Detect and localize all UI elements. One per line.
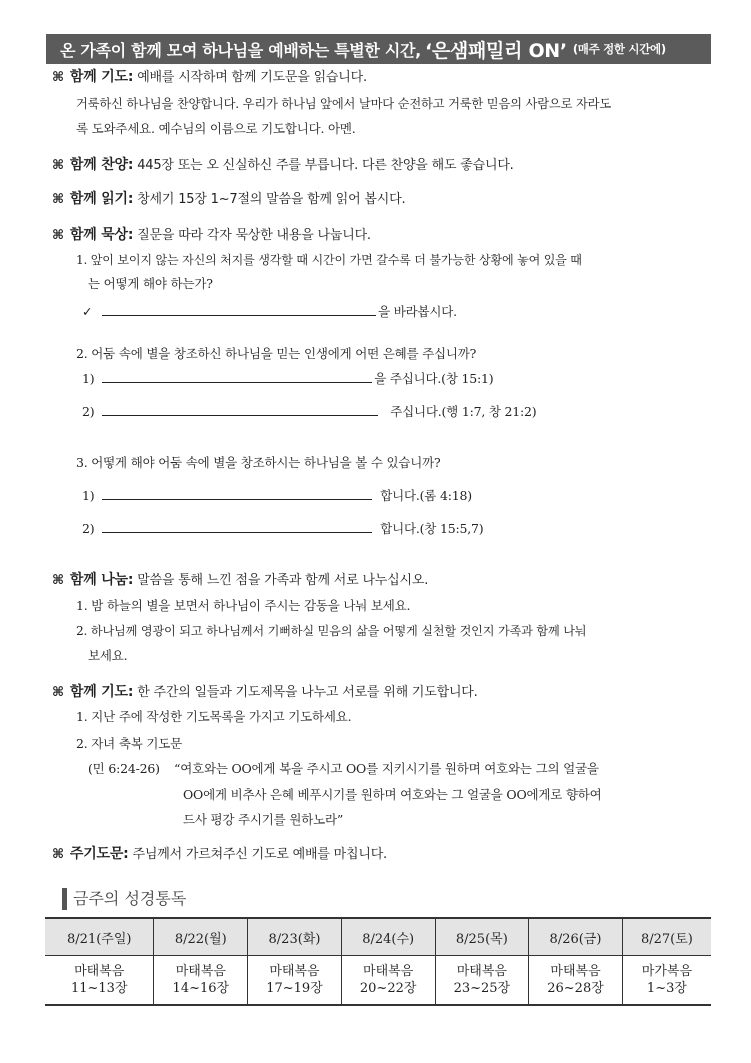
section-heading: 함께 나눔: <box>69 572 134 588</box>
section-heading: 함께 기도: <box>69 684 134 700</box>
section-desc: 말씀을 통해 느낀 점을 가족과 함께 서로 나누십시오. <box>137 573 429 588</box>
answer-2-1 <box>82 370 493 388</box>
answer-number: 1) <box>82 488 95 503</box>
section-prayer-open <box>52 68 367 87</box>
day-header: 8/25(목) <box>435 918 529 956</box>
section-heading: 함께 읽기: <box>69 191 134 207</box>
question-1-line1: 1. 앞이 보이지 않는 자신의 처지를 생각할 때 시간이 가면 갈수록 더 불가능한 상황에 놓여 있을 때 <box>76 253 582 267</box>
bullet-icon: ⌘ <box>52 158 64 173</box>
book-name: 마태복음 <box>74 964 125 979</box>
day-header: 8/22(월) <box>154 918 248 956</box>
blessing-line2: OO에게 비추사 은혜 베푸시기를 원하며 여호와는 그 얼굴을 OO에게로 향하여 <box>183 787 602 802</box>
answer-text: 합니다.(창 15:5,7) <box>380 521 484 536</box>
table-header-row <box>45 918 711 956</box>
answer-blank[interactable] <box>102 487 372 500</box>
chapter-range: 17~19장 <box>266 981 323 996</box>
answer-1 <box>82 303 457 321</box>
banner-title: 온 가족이 함께 모여 하나님을 예배하는 특별한 시간, <box>60 40 421 60</box>
book-name: 마태복음 <box>550 964 601 979</box>
answer-blank[interactable] <box>102 303 376 316</box>
section-heading: 함께 묵상: <box>69 227 134 243</box>
sharing-item-2-line2: 보세요. <box>88 648 128 663</box>
day-header: 8/24(수) <box>341 918 435 956</box>
reading-cell <box>529 956 623 1006</box>
answer-text: 을 바라봅시다. <box>378 304 457 319</box>
bullet-icon: ⌘ <box>52 192 64 207</box>
section-desc: 한 주간의 일들과 기도제목을 나누고 서로를 위해 기도합니다. <box>137 685 478 700</box>
table-row <box>45 956 711 1006</box>
prayer-item-1: 1. 지난 주에 작성한 기도목록을 가지고 기도하세요. <box>76 709 352 724</box>
answer-number: 2) <box>82 404 95 419</box>
section-heading: 함께 찬양: <box>69 157 134 173</box>
section-heading: 주기도문: <box>69 846 129 862</box>
blessing-line1: “여호와는 OO에게 복을 주시고 OO를 지키시기를 원하며 여호와는 그의 얼굴을 <box>174 761 599 776</box>
day-header: 8/21(주일) <box>45 918 154 956</box>
question-2: 2. 어둠 속에 별을 창조하신 하나님을 믿는 인생에게 어떤 은혜를 주십니까? <box>76 346 477 361</box>
answer-number: 1) <box>82 371 95 386</box>
sharing-item-1: 1. 밤 하늘의 별을 보면서 하나님이 주시는 감동을 나눠 보세요. <box>76 598 411 613</box>
answer-text: 합니다.(롬 4:18) <box>380 488 472 503</box>
bullet-icon: ⌘ <box>52 573 64 588</box>
book-name: 마태복음 <box>363 964 414 979</box>
reading-plan-title: 금주의 성경통독 <box>62 888 186 910</box>
bullet-icon: ⌘ <box>52 685 64 700</box>
book-name: 마가복음 <box>641 964 693 979</box>
chapter-range: 26~28장 <box>547 981 604 996</box>
section-desc: 445장 또는 오 신실하신 주를 부릅니다. 다른 찬양을 해도 좋습니다. <box>137 158 514 173</box>
reading-cell <box>45 956 154 1006</box>
section-lords-prayer <box>52 845 387 864</box>
day-header: 8/26(금) <box>529 918 623 956</box>
section-sharing <box>52 571 428 590</box>
reading-cell <box>248 956 342 1006</box>
prayer-text-line1: 거룩하신 하나님을 찬양합니다. 우리가 하나님 앞에서 날마다 순전하고 거룩한 믿음의 사람으로 자라도 <box>76 97 612 111</box>
day-header: 8/27(토) <box>622 918 711 956</box>
answer-number: 2) <box>82 521 95 536</box>
section-heading: 함께 기도: <box>69 69 134 85</box>
bullet-icon: ⌘ <box>52 70 64 85</box>
question-1-line2: 는 어떻게 해야 하는가? <box>88 276 213 291</box>
section-desc: 창세기 15장 1~7절의 말씀을 함께 읽어 봅시다. <box>137 192 406 207</box>
reading-cell <box>154 956 248 1006</box>
prayer-item-2: 2. 자녀 축복 기도문 <box>76 736 182 751</box>
sharing-item-2-line1: 2. 하나님께 영광이 되고 하나님께서 기뻐하실 믿음의 삶을 어떻게 실천할 것인지 가족과 함께 나눠 <box>76 624 587 638</box>
answer-text: 을 주십니다.(창 15:1) <box>374 371 494 386</box>
section-desc: 주님께서 가르쳐주신 기도로 예배를 마칩니다. <box>132 847 387 862</box>
check-icon: ✓ <box>82 304 93 319</box>
day-header: 8/23(화) <box>248 918 342 956</box>
banner-note: (매주 정한 시간에) <box>572 42 666 56</box>
chapter-range: 14~16장 <box>172 981 230 996</box>
question-3: 3. 어떻게 해야 어둠 속에 별을 창조하시는 하나님을 볼 수 있습니까? <box>76 455 441 470</box>
bullet-icon: ⌘ <box>52 228 64 243</box>
answer-3-2 <box>82 520 483 538</box>
answer-blank[interactable] <box>102 370 372 383</box>
prayer-text-line2: 록 도와주세요. 예수님의 이름으로 기도합니다. 아멘. <box>76 121 356 136</box>
chapter-range: 23~25장 <box>453 981 511 996</box>
answer-text: 주십니다.(행 1:7, 창 21:2) <box>390 404 537 419</box>
reading-cell <box>622 956 711 1006</box>
section-reading <box>52 190 405 209</box>
section-desc: 예배를 시작하며 함께 기도문을 읽습니다. <box>137 70 367 85</box>
section-desc: 질문을 따라 각자 묵상한 내용을 나눕니다. <box>137 228 371 243</box>
answer-blank[interactable] <box>102 520 372 533</box>
book-name: 마태복음 <box>269 964 320 979</box>
chapter-range: 11~13장 <box>70 981 128 996</box>
book-name: 마태복음 <box>175 964 226 979</box>
bullet-icon: ⌘ <box>52 847 64 862</box>
reading-plan-table <box>45 917 711 1006</box>
section-meditation <box>52 226 371 245</box>
reading-cell <box>341 956 435 1006</box>
blessing-line3: 드사 평강 주시기를 원하노라” <box>183 812 344 827</box>
blessing-reference: (민 6:24-26) <box>88 761 160 776</box>
chapter-range: 1~3장 <box>646 981 687 996</box>
answer-2-2 <box>82 403 536 421</box>
book-name: 마태복음 <box>456 964 507 979</box>
reading-cell <box>435 956 529 1006</box>
section-prayer-share <box>52 683 478 702</box>
banner-brand: ‘은샘패밀리 ON’ <box>424 39 567 62</box>
chapter-range: 20~22장 <box>359 981 417 996</box>
answer-3-1 <box>82 487 472 505</box>
header-banner <box>46 34 711 64</box>
section-hymn <box>52 156 514 175</box>
answer-blank[interactable] <box>102 403 378 416</box>
